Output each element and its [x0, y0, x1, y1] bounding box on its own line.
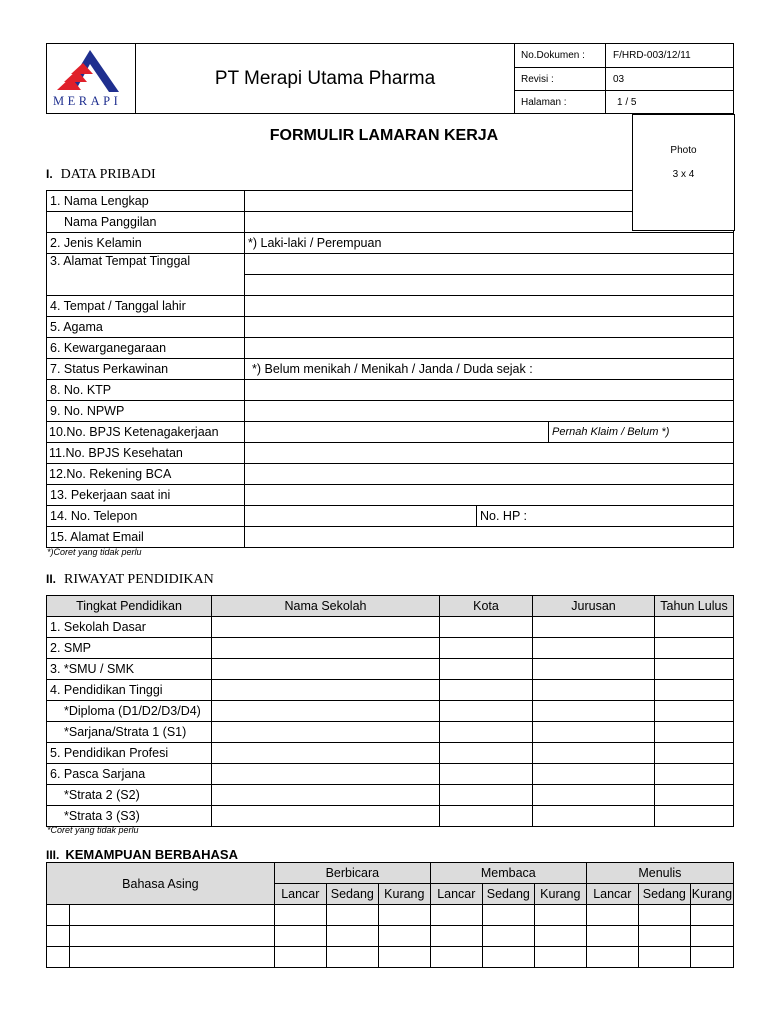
level-cell[interactable] — [482, 905, 534, 926]
level-cell[interactable] — [482, 947, 534, 968]
column-header: Tahun Lulus — [655, 596, 734, 617]
kota-cell[interactable] — [440, 701, 533, 722]
tahun-lulus-cell[interactable] — [655, 659, 734, 680]
kota-cell[interactable] — [440, 743, 533, 764]
column-header: Bahasa Asing — [47, 863, 275, 905]
skill-group-header: Berbicara — [274, 863, 430, 884]
bpjs-kes-field[interactable] — [245, 443, 734, 464]
table-row — [47, 659, 734, 680]
footnote: *)Coret yang tidak perlu — [47, 547, 142, 557]
education-level: 2. SMP — [47, 638, 212, 659]
column-header: Kota — [440, 596, 533, 617]
level-header: Kurang — [534, 884, 586, 905]
nama-sekolah-cell[interactable] — [212, 785, 440, 806]
field-label: 3. Alamat Tempat Tinggal — [47, 254, 245, 296]
status-field[interactable]: *) Belum menikah / Menikah / Janda / Duda sejak : — [245, 359, 734, 380]
level-header: Kurang — [378, 884, 430, 905]
email-field[interactable] — [245, 527, 734, 548]
section-heading — [46, 846, 238, 862]
education-level: *Strata 3 (S3) — [47, 806, 212, 827]
tahun-lulus-cell[interactable] — [655, 785, 734, 806]
jurusan-cell[interactable] — [533, 659, 655, 680]
field-label: 6. Kewarganegaraan — [47, 338, 245, 359]
section-title: KEMAMPUAN BERBAHASA — [65, 847, 238, 862]
nama-sekolah-cell[interactable] — [212, 764, 440, 785]
level-cell[interactable] — [690, 926, 733, 947]
level-cell[interactable] — [274, 905, 326, 926]
language-name-cell[interactable] — [70, 926, 275, 947]
tahun-lulus-cell[interactable] — [655, 743, 734, 764]
tahun-lulus-cell[interactable] — [655, 617, 734, 638]
level-header: Lancar — [274, 884, 326, 905]
meta-value: F/HRD-003/12/11 — [606, 44, 734, 68]
field-label: 9. No. NPWP — [47, 401, 245, 422]
telepon-row-cell — [245, 506, 734, 527]
tahun-lulus-cell[interactable] — [655, 722, 734, 743]
tahun-lulus-cell[interactable] — [655, 680, 734, 701]
level-cell[interactable] — [586, 905, 638, 926]
field-label: 8. No. KTP — [47, 380, 245, 401]
form-title: FORMULIR LAMARAN KERJA — [269, 127, 499, 144]
level-header: Lancar — [430, 884, 482, 905]
row-number-cell[interactable] — [47, 947, 70, 968]
level-cell[interactable] — [534, 905, 586, 926]
skill-group-header: Menulis — [586, 863, 733, 884]
alamat-field-line1[interactable] — [245, 254, 734, 275]
level-header: Sedang — [326, 884, 378, 905]
kewarganegaraan-field[interactable] — [245, 338, 734, 359]
merapi-logo — [47, 44, 135, 110]
education-level: 1. Sekolah Dasar — [47, 617, 212, 638]
table-row — [47, 785, 734, 806]
row-number-cell[interactable] — [47, 926, 70, 947]
level-cell[interactable] — [430, 926, 482, 947]
kota-cell[interactable] — [440, 617, 533, 638]
tahun-lulus-cell[interactable] — [655, 638, 734, 659]
section-title: DATA PRIBADI — [60, 167, 156, 182]
meta-key: Halaman : — [515, 91, 606, 114]
level-cell[interactable] — [326, 947, 378, 968]
row-number-cell[interactable] — [47, 905, 70, 926]
column-header: Tingkat Pendidikan — [47, 596, 212, 617]
field-label: 1. Nama Lengkap — [47, 191, 245, 212]
level-header: Lancar — [586, 884, 638, 905]
section-number: II. — [46, 572, 57, 586]
field-label: 14. No. Telepon — [47, 506, 245, 527]
field-label: 12.No. Rekening BCA — [47, 464, 245, 485]
tahun-lulus-cell[interactable] — [655, 806, 734, 827]
education-level: 6. Pasca Sarjana — [47, 764, 212, 785]
rekening-field[interactable] — [245, 464, 734, 485]
field-label: 13. Pekerjaan saat ini — [47, 485, 245, 506]
level-cell[interactable] — [326, 905, 378, 926]
field-label: 15. Alamat Email — [47, 527, 245, 548]
level-cell[interactable] — [690, 905, 733, 926]
table-row — [47, 680, 734, 701]
field-label: 7. Status Perkawinan — [47, 359, 245, 380]
level-cell[interactable] — [534, 926, 586, 947]
table-row — [47, 764, 734, 785]
level-cell[interactable] — [586, 947, 638, 968]
agama-field[interactable] — [245, 317, 734, 338]
personal-data-table — [46, 190, 734, 548]
table-row — [47, 926, 734, 947]
ttl-field[interactable] — [245, 296, 734, 317]
hp-field[interactable]: No. HP : — [480, 509, 528, 523]
photo-size: 3 x 4 — [672, 169, 695, 180]
education-level: *Sarjana/Strata 1 (S1) — [47, 722, 212, 743]
meta-key: Revisi : — [515, 67, 606, 91]
level-cell[interactable] — [638, 947, 690, 968]
language-name-cell[interactable] — [70, 947, 275, 968]
photo-label: Photo — [670, 145, 697, 156]
table-row — [47, 638, 734, 659]
npwp-field[interactable] — [245, 401, 734, 422]
level-header: Kurang — [690, 884, 733, 905]
level-cell[interactable] — [430, 905, 482, 926]
section-number: III. — [46, 848, 60, 862]
table-row — [47, 905, 734, 926]
level-cell[interactable] — [534, 947, 586, 968]
footnote: *Coret yang tidak perlu — [47, 825, 139, 835]
level-cell[interactable] — [586, 926, 638, 947]
field-label: 4. Tempat / Tanggal lahir — [47, 296, 245, 317]
meta-value: 1 / 5 — [606, 91, 734, 114]
table-row — [47, 743, 734, 764]
pekerjaan-field[interactable] — [245, 485, 734, 506]
photo-box[interactable] — [632, 114, 735, 231]
level-cell[interactable] — [378, 926, 430, 947]
section-heading — [46, 570, 214, 588]
level-cell[interactable] — [274, 947, 326, 968]
nama-sekolah-cell[interactable] — [212, 638, 440, 659]
jurusan-cell[interactable] — [533, 785, 655, 806]
nama-sekolah-cell[interactable] — [212, 617, 440, 638]
level-cell[interactable] — [326, 926, 378, 947]
jenis-kelamin-field[interactable]: *) Laki-laki / Perempuan — [245, 233, 734, 254]
bpjs-tk-field[interactable] — [245, 422, 549, 443]
jurusan-cell[interactable] — [533, 701, 655, 722]
level-cell[interactable] — [430, 947, 482, 968]
level-cell[interactable] — [690, 947, 733, 968]
jurusan-cell[interactable] — [533, 806, 655, 827]
education-level: 4. Pendidikan Tinggi — [47, 680, 212, 701]
table-row — [47, 617, 734, 638]
alamat-field-line2[interactable] — [245, 275, 734, 296]
level-cell[interactable] — [378, 905, 430, 926]
klaim-status[interactable]: Pernah Klaim / Belum *) — [549, 422, 734, 443]
field-label: 10.No. BPJS Ketenagakerjaan — [47, 422, 245, 443]
education-level: *Diploma (D1/D2/D3/D4) — [47, 701, 212, 722]
education-level: 3. *SMU / SMK — [47, 659, 212, 680]
field-label: 11.No. BPJS Kesehatan — [47, 443, 245, 464]
table-row — [47, 806, 734, 827]
company-name: PT Merapi Utama Pharma — [136, 44, 515, 114]
section-title: RIWAYAT PENDIDIKAN — [64, 572, 214, 587]
level-header: Sedang — [638, 884, 690, 905]
column-header: Nama Sekolah — [212, 596, 440, 617]
jurusan-cell[interactable] — [533, 743, 655, 764]
level-cell[interactable] — [638, 905, 690, 926]
nama-sekolah-cell[interactable] — [212, 806, 440, 827]
section-heading — [46, 165, 156, 183]
language-name-cell[interactable] — [70, 905, 275, 926]
kota-cell[interactable] — [440, 722, 533, 743]
level-cell[interactable] — [638, 926, 690, 947]
table-row — [47, 947, 734, 968]
jurusan-cell[interactable] — [533, 722, 655, 743]
skill-group-header: Membaca — [430, 863, 586, 884]
education-level: 5. Pendidikan Profesi — [47, 743, 212, 764]
nama-sekolah-cell[interactable] — [212, 659, 440, 680]
kota-cell[interactable] — [440, 638, 533, 659]
jurusan-cell[interactable] — [533, 638, 655, 659]
tahun-lulus-cell[interactable] — [655, 701, 734, 722]
field-label: 2. Jenis Kelamin — [47, 233, 245, 254]
table-row — [47, 722, 734, 743]
section-number: I. — [46, 167, 53, 181]
education-table — [46, 595, 734, 827]
nama-sekolah-cell[interactable] — [212, 743, 440, 764]
kota-cell[interactable] — [440, 806, 533, 827]
field-label: Nama Panggilan — [47, 212, 245, 233]
kota-cell[interactable] — [440, 785, 533, 806]
jurusan-cell[interactable] — [533, 680, 655, 701]
meta-value: 03 — [606, 67, 734, 91]
level-cell[interactable] — [378, 947, 430, 968]
ktp-field[interactable] — [245, 380, 734, 401]
language-table — [46, 862, 734, 968]
jurusan-cell[interactable] — [533, 764, 655, 785]
nama-sekolah-cell[interactable] — [212, 701, 440, 722]
kota-cell[interactable] — [440, 659, 533, 680]
level-header: Sedang — [482, 884, 534, 905]
column-header: Jurusan — [533, 596, 655, 617]
tahun-lulus-cell[interactable] — [655, 764, 734, 785]
jurusan-cell[interactable] — [533, 617, 655, 638]
nama-sekolah-cell[interactable] — [212, 722, 440, 743]
level-cell[interactable] — [274, 926, 326, 947]
logo-text: MERAPI — [53, 94, 122, 108]
level-cell[interactable] — [482, 926, 534, 947]
logo-cell — [47, 44, 136, 114]
education-level: *Strata 2 (S2) — [47, 785, 212, 806]
document-header — [46, 43, 734, 114]
table-row — [47, 701, 734, 722]
telepon-field[interactable] — [245, 506, 477, 526]
meta-key: No.Dokumen : — [515, 44, 606, 68]
nama-sekolah-cell[interactable] — [212, 680, 440, 701]
kota-cell[interactable] — [440, 680, 533, 701]
field-label: 5. Agama — [47, 317, 245, 338]
kota-cell[interactable] — [440, 764, 533, 785]
